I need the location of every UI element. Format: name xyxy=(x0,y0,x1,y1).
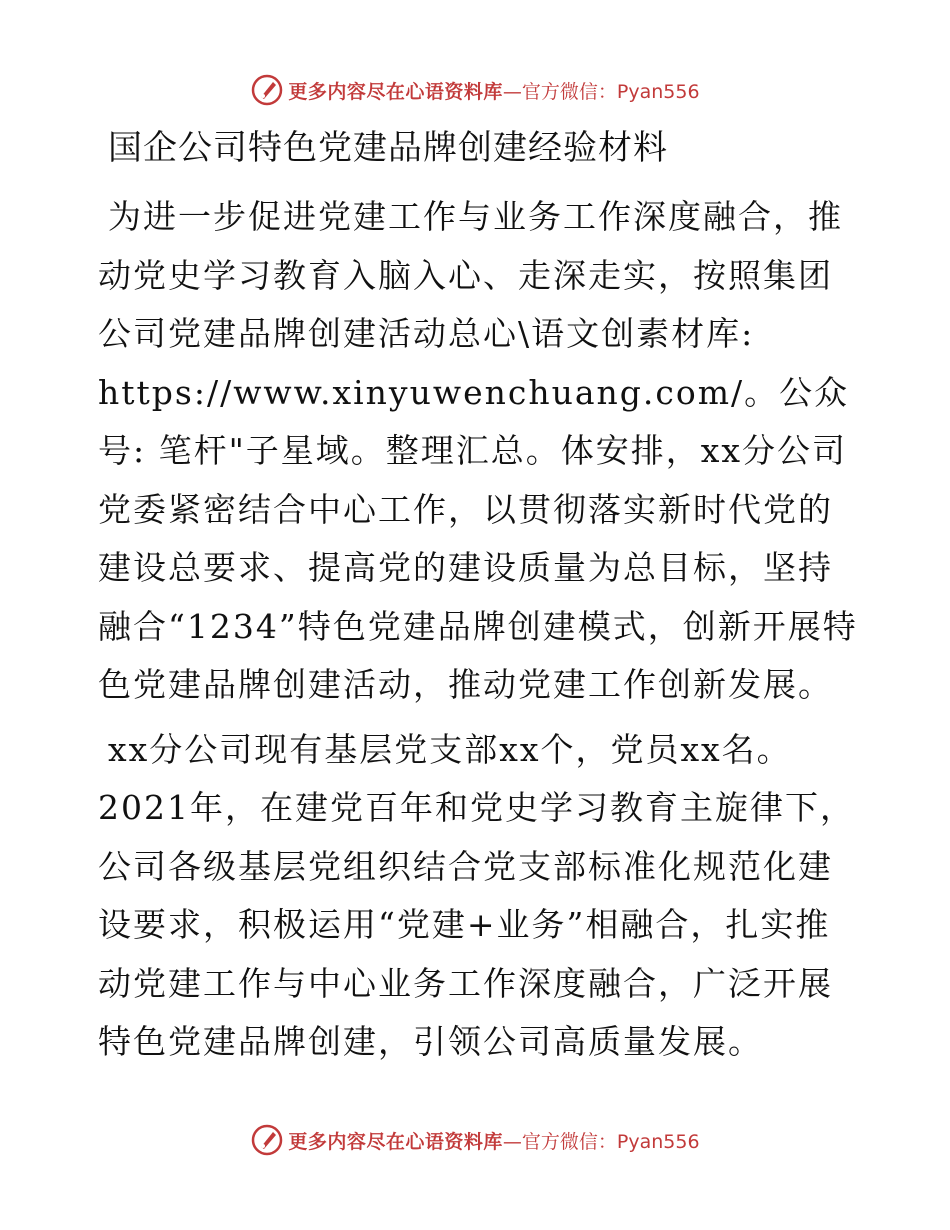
paragraph-2 xyxy=(98,721,858,1072)
header-banner xyxy=(0,70,950,110)
paragraph-1-text: 为进一步促进党建工作与业务工作深度融合，推动党史学习教育入脑入心、走深走实，按照集团公司党建品牌创建活动总心\语文创素材库: https://www.xinyuwenchuang.com/。公众号: 笔杆"子星域。整理汇总。体安排，xx分公司党委紧密结合中心工作，以贯彻落实新时代党的建设总要求、提高党的建设质量为总目标，坚持融合“1234”特色党建品牌创建模式，创新开展特色党建品牌创建活动，推动党建工作创新发展。 xyxy=(98,197,858,704)
footer-banner-wechat-text: —官方微信：Pyan556 xyxy=(502,1130,700,1153)
header-banner-site-text: 更多内容尽在心语资料库 xyxy=(288,80,503,103)
paragraph-2-text: xx分公司现有基层党支部xx个，党员xx名。2021年，在建党百年和党史学习教育主旋律下，公司各级基层党组织结合党支部标准化规范化建设要求，积极运用“党建+业务”相融合，扎实推动党建工作与中心业务工作深度融合，广泛开展特色党建品牌创建，引领公司高质量发展。 xyxy=(98,729,855,1061)
paragraph-1 xyxy=(98,188,858,715)
pen-nib-logo-icon xyxy=(250,73,284,107)
footer-banner xyxy=(0,1120,950,1160)
footer-banner-site-text: 更多内容尽在心语资料库 xyxy=(288,1130,503,1153)
pen-nib-logo-icon xyxy=(250,1123,284,1157)
document-body xyxy=(98,124,858,1072)
header-banner-wechat-text: —官方微信：Pyan556 xyxy=(502,80,700,103)
document-title: 国企公司特色党建品牌创建经验材料 xyxy=(108,128,668,168)
